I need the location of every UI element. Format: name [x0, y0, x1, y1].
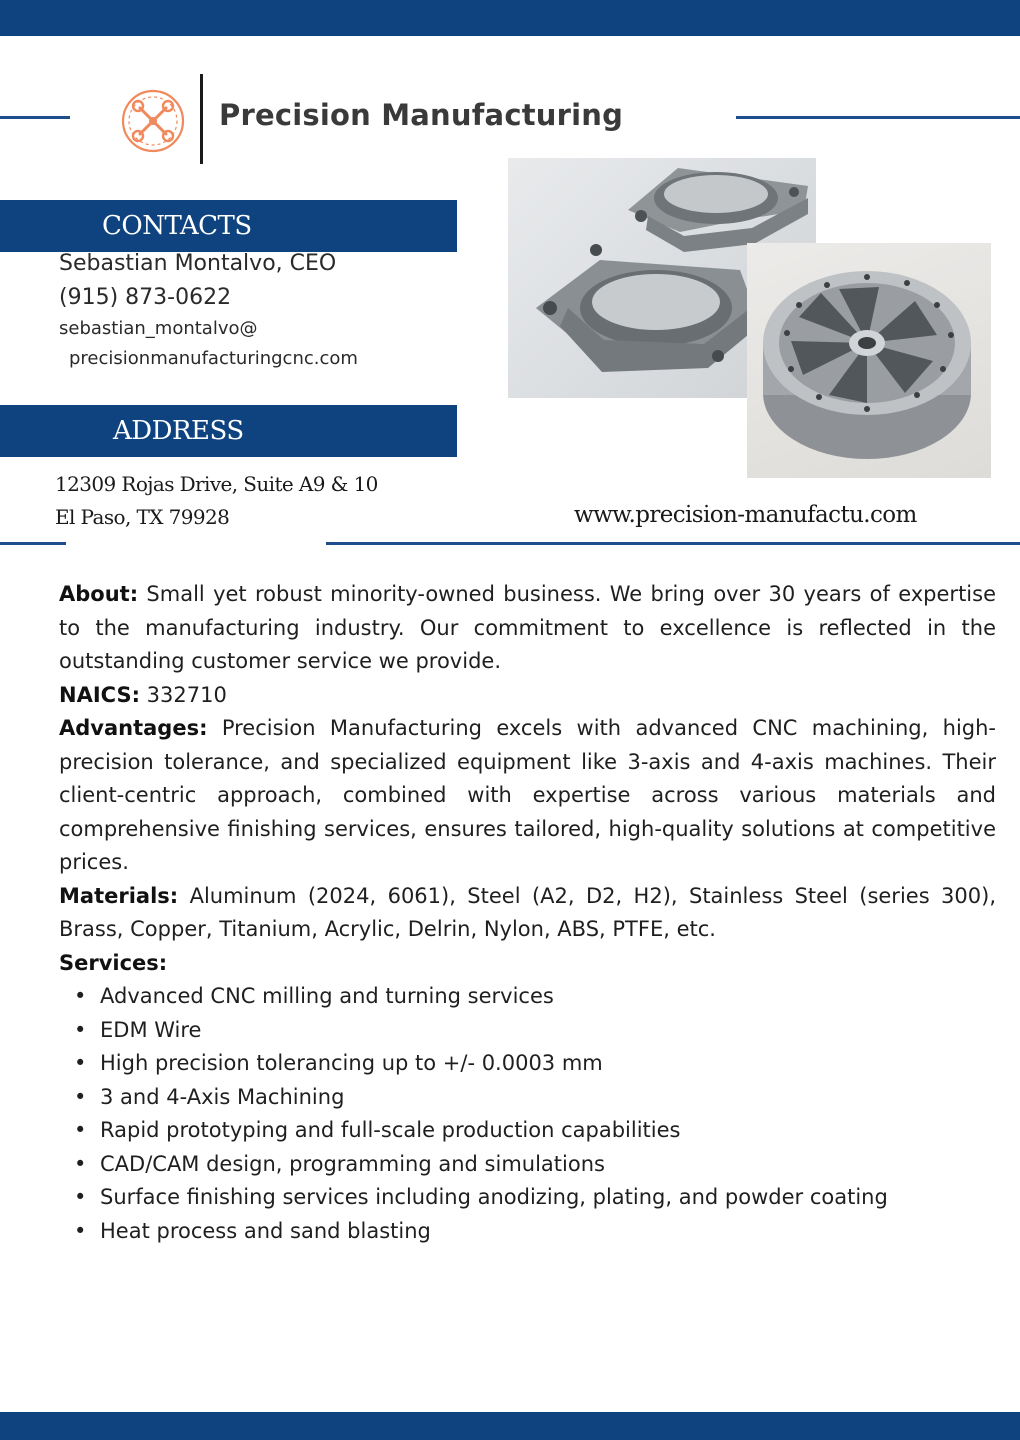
list-item: • High precision tolerancing up to +/- 0.0003 mm — [100, 1047, 996, 1081]
about-text: Small yet robust minority-owned business. We bring over 30 years of expertise to the manufacturing industry. Our commitment to excellence is reflected in the outstanding customer service we provide. — [59, 582, 996, 673]
list-item: • 3 and 4-Axis Machining — [100, 1081, 996, 1115]
contact-email-line1[interactable]: sebastian_montalvo@ — [59, 318, 258, 339]
services-list — [59, 980, 996, 1248]
about-paragraph — [59, 578, 996, 679]
list-item: • EDM Wire — [100, 1014, 996, 1048]
brand-name: Precision Manufacturing — [219, 98, 624, 132]
advantages-label: Advantages: — [59, 716, 208, 740]
header-bottom-rule-right — [326, 542, 1020, 545]
about-label: About: — [59, 582, 139, 606]
address-line2: El Paso, TX 79928 — [55, 505, 230, 529]
list-item: • Heat process and sand blasting — [100, 1215, 996, 1249]
header-bottom-rule-left — [0, 542, 66, 545]
list-item: • CAD/CAM design, programming and simulations — [100, 1148, 996, 1182]
header-rule-right — [736, 116, 1020, 119]
list-item: • Rapid prototyping and full-scale production capabilities — [100, 1114, 996, 1148]
address-line1: 12309 Rojas Drive, Suite A9 & 10 — [55, 472, 378, 496]
services-heading — [59, 947, 996, 981]
contacts-heading-bar — [0, 200, 457, 252]
naics-paragraph — [59, 679, 996, 713]
advantages-paragraph — [59, 712, 996, 880]
list-item: • Advanced CNC milling and turning services — [100, 980, 996, 1014]
naics-text: 332710 — [139, 682, 227, 707]
website-link[interactable]: www.precision-manufactu.com — [574, 502, 917, 528]
naics-label: NAICS: — [59, 682, 140, 707]
services-label: Services: — [59, 950, 168, 975]
header-rule-left — [0, 116, 70, 119]
contact-email-line2[interactable]: precisionmanufacturingcnc.com — [69, 348, 358, 369]
address-heading: ADDRESS — [113, 416, 244, 446]
list-item: • Surface finishing services including anodizing, plating, and powder coating — [100, 1181, 996, 1215]
materials-text: Aluminum (2024, 6061), Steel (A2, D2, H2), Stainless Steel (series 300), Brass, Copper, Titanium, Acrylic, Delrin, Nylon, ABS, PTFE, etc. — [59, 883, 996, 941]
advantages-text: Precision Manufacturing excels with advanced CNC machining, high-precision tolerance, and specialized equipment like 3-axis and 4-axis machines. Their client-centric approach, combined with expertise across various materials and comprehensive finishing services, ensures tailored, high-quality solutions at competitive prices. — [59, 716, 996, 874]
top-accent-bar — [0, 0, 1020, 36]
contacts-heading: CONTACTS — [102, 211, 252, 241]
machined-wheel-photo — [747, 243, 991, 478]
company-details — [59, 578, 996, 1248]
materials-label: Materials: — [59, 883, 179, 908]
materials-paragraph — [59, 880, 996, 947]
bottom-accent-bar — [0, 1412, 1020, 1440]
logo-divider — [200, 74, 203, 164]
contact-name: Sebastian Montalvo, CEO — [59, 251, 337, 276]
wrench-gear-logo-icon — [120, 88, 186, 154]
contact-phone[interactable]: (915) 873-0622 — [59, 285, 232, 310]
address-heading-bar — [0, 405, 457, 457]
